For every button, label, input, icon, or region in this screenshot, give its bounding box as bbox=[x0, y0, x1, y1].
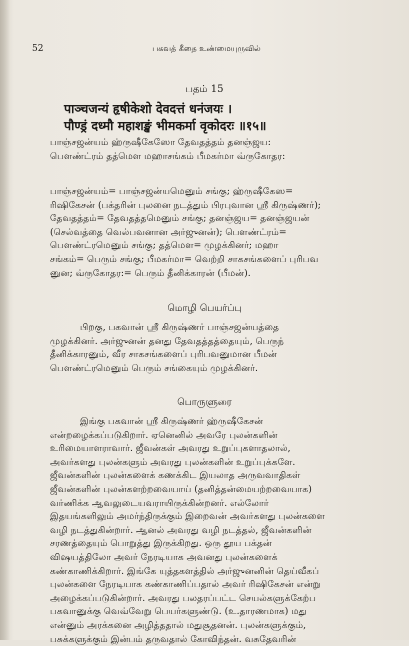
word-meaning-line: பௌண்ட்ரமெனும் சங்கு; தத்மௌ= முழக்கினர்; மஹா bbox=[50, 239, 383, 253]
commentary bbox=[50, 415, 383, 646]
transliteration-line: பௌண்ட்ரம் தத்மௌ மஹாசங்கம் பீமகர்மா வ்ருகோதர: bbox=[50, 150, 383, 164]
verse-label: பதம் 15 bbox=[0, 84, 409, 96]
translation-line: முழக்கினர். அர்ஜுனன் தனது தேவதத்தத்தையும், பெருந் bbox=[50, 335, 383, 349]
word-meaning-line: னுன; வ்ருகோதர:= பெரும் தீனிக்காரன் (பீமன்). bbox=[50, 267, 383, 281]
commentary-line: இதயங்களிலும் அமர்ந்திருக்கும் இறைவன் அவர்களது புலன்களை bbox=[50, 510, 383, 524]
commentary-line: ஜீவன்களின் புலன்களைக் கணக்கிட இயலாத அருவவாதிகள் bbox=[50, 469, 383, 483]
sanskrit-line: पाञ्चजन्यं हृषीकेशो देवदत्तं धनंजयः । bbox=[64, 100, 389, 117]
commentary-line: விஷயத்திலோ அவர் நேரடியாக அவனது புலன்களைக் bbox=[50, 551, 383, 565]
commentary-line: அழைக்கப்படுகின்றார். அவரது பலதரப்பட்ட செயல்களுக்கேற்ப bbox=[50, 592, 383, 606]
running-title: பகவத் கீதை உண்மையுருவில் bbox=[30, 44, 383, 54]
word-meanings bbox=[50, 185, 383, 280]
translation bbox=[50, 321, 383, 375]
word-meaning-line: பாஞ்சஜன்யம்= பாஞ்சஜன்யமெனும் சங்கு; ஹ்ருஷீகேஸ= bbox=[50, 185, 383, 199]
commentary-line: இங்கு பகவான் ஸ்ரீ கிருஷ்ணர் ஹ்ருஷீகேசன் bbox=[50, 415, 383, 429]
commentary-line: அவர்களது புலன்களும் அவரது புலன்களின் உறுப்புக்களே. bbox=[50, 456, 383, 470]
commentary-line: வழி நடத்துகின்றார். ஆனல் அவரது வழி நடத்தல், ஜீவன்களின் bbox=[50, 524, 383, 538]
word-meaning-line: சங்கம்= பெரும் சங்கு; பீமகர்மா= வெற்றி சாகசங்களைப் புரிபவ bbox=[50, 253, 383, 267]
commentary-line: வர்ணிக்க ஆவலுடையவராயிருக்கின்றனர். எல்லோர் bbox=[50, 497, 383, 511]
word-meaning-line: தேவதத்தம்= தேவதத்தமெனும் சங்கு; தனஞ்ஜய= தனஞ்ஜயன் bbox=[50, 212, 383, 226]
commentary-line: உரிமையாளராவார். ஜீவன்கள் அவரது உறுப்புகளாதலால், bbox=[50, 442, 383, 456]
commentary-line: ஜீவன்களின் புலன்களற்றவையாய் (தனித்தன்மையற்றவையாக) bbox=[50, 483, 383, 497]
translation-line: பிறகு, பகவான் ஸ்ரீ கிருஷ்ணர் பாஞ்சஜன்யத்தை bbox=[50, 321, 383, 335]
page-header bbox=[30, 44, 383, 58]
transliteration-line: பாஞ்சஜன்யம் ஹ்ருஷீகேஸோ தேவதத்தம் தனஞ்ஜய: bbox=[50, 136, 383, 150]
commentary-line: சரணத்தையும் பொறுத்து இருக்கிறது. ஒரு தூய பக்தன் bbox=[50, 537, 383, 551]
sanskrit-line: पौण्ड्रं दध्मौ महाशङ्खं भीमकर्मा वृकोदरः ॥१५॥ bbox=[64, 117, 389, 134]
page-gutter-shadow bbox=[0, 0, 10, 640]
commentary-line: புலன்களை நேரடியாக கண்காணிப்பதால் அவர் ரிஷிகேசன் என்று bbox=[50, 578, 383, 592]
commentary-line: பசுக்களுக்கும் இன்பம் தருவதால் கோவிந்தன். வசுதேவரின் bbox=[50, 633, 383, 646]
transliteration bbox=[50, 136, 383, 163]
translation-line: பௌண்ட்ரமெனும் பெரும் சங்கையும் முழக்கினர். bbox=[50, 362, 383, 376]
word-meaning-line: (செல்வத்தை வெல்பவனான அர்ஜுனன்); பௌண்ட்ரம்= bbox=[50, 226, 383, 240]
commentary-line: கண்காணிக்கிறார். இங்கே யுத்தகளத்தில் அர்ஜுனனின் தெய்வீகப் bbox=[50, 565, 383, 579]
commentary-line: என்னும் அரக்கனை அழித்ததால் மதுசூதனன். புலன்களுக்கும், bbox=[50, 619, 383, 633]
word-meaning-line: ரிஷிகேசன் (பக்தரின் புலனை நடத்தும் பிரபுவான ஸ்ரீ கிருஷ்ணர்); bbox=[50, 199, 383, 213]
commentary-line: என்றழைக்கப்படுகிறார். ஏனெனில் அவரே புலன்களின் bbox=[50, 429, 383, 443]
commentary-heading: பொருளுரை bbox=[0, 397, 409, 409]
page-number: 52 bbox=[32, 44, 43, 54]
translation-line: தீனிக்காரனும், வீர சாகசங்களைப் புரிபவனுமான பீமன் bbox=[50, 348, 383, 362]
commentary-line: பகவானுக்கு வெவ்வேறு பெயர்களுண்டு. (உ.தாரணமாக) மது bbox=[50, 605, 383, 619]
translation-heading: மொழி பெயர்ப்பு bbox=[0, 303, 409, 315]
sanskrit-verse bbox=[64, 100, 389, 134]
